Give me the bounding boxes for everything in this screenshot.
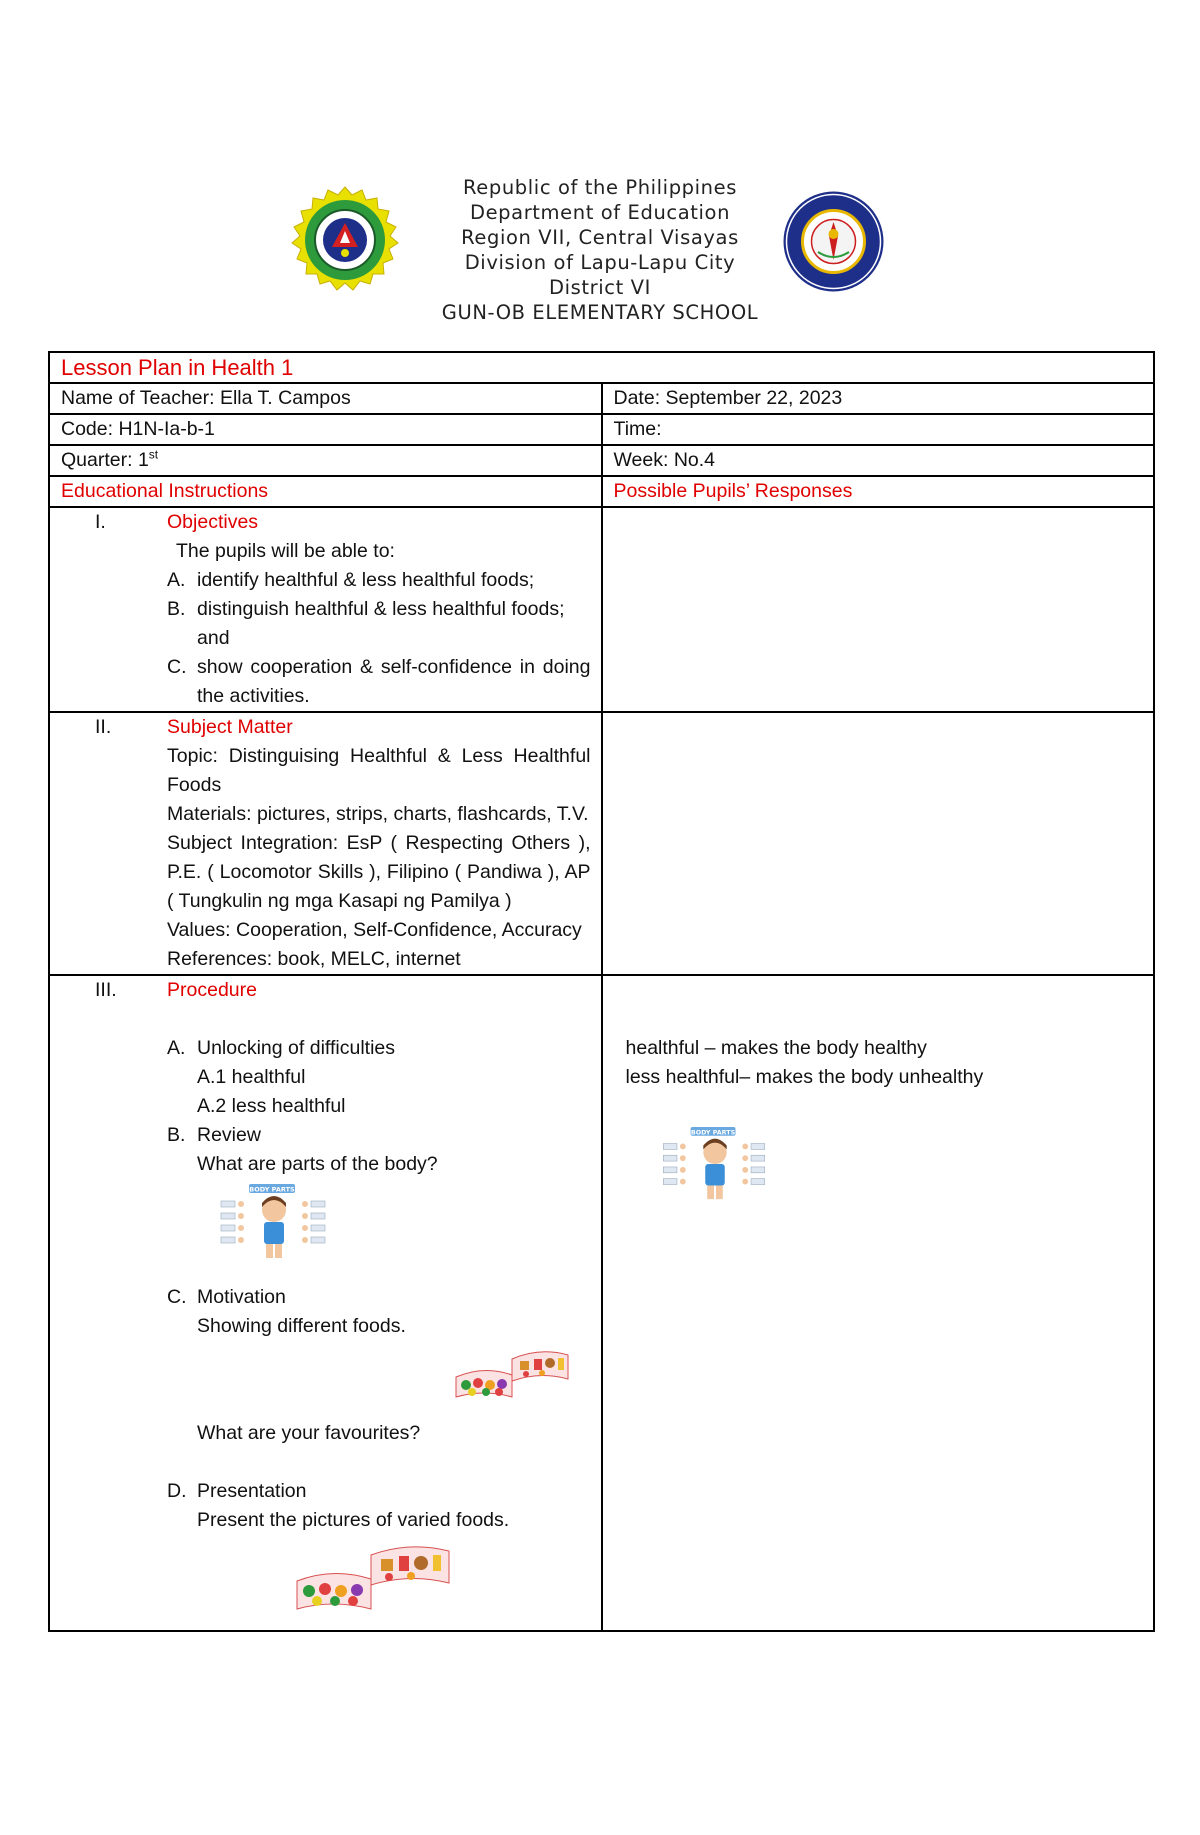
header-line: Region VII, Central Visayas: [461, 226, 739, 249]
item-text: Presentation: [197, 1480, 307, 1502]
quarter-text: Quarter: 1: [61, 449, 149, 471]
lesson-week: Week: No.4: [602, 445, 1155, 476]
section-numeral: I.: [95, 511, 106, 533]
objective-item: [61, 653, 591, 711]
foods-picture: [454, 1347, 570, 1399]
procedure-response-cell: [602, 975, 1155, 1631]
item-label: C.: [167, 1286, 187, 1308]
column-header-instructions: Educational Instructions: [49, 476, 602, 507]
item-text: Motivation: [197, 1286, 286, 1308]
procedure-cell: [49, 975, 602, 1631]
body-parts-label: BODY PARTS: [249, 1185, 295, 1194]
item-label: B.: [167, 598, 186, 620]
item-label: A.: [167, 1037, 186, 1059]
section-title-procedure: Procedure: [167, 979, 257, 1001]
response-less-healthful: less healthful– makes the body unhealthy: [625, 1066, 984, 1088]
header-line: Department of Education: [469, 201, 731, 224]
subject-values: Values: Cooperation, Self-Confidence, Accuracy: [167, 919, 582, 941]
item-text: distinguish healthful & less healthful foods; and: [197, 598, 565, 649]
lesson-plan-table: [48, 351, 1155, 1632]
procedure-step-d: [61, 1477, 591, 1506]
item-label: C.: [167, 656, 187, 678]
lesson-quarter: [49, 445, 602, 476]
procedure-d-detail: Present the pictures of varied foods.: [197, 1509, 510, 1531]
procedure-step-c: [61, 1283, 591, 1312]
teacher-name: Name of Teacher: Ella T. Campos: [49, 383, 602, 414]
objectives-response-cell: [602, 507, 1155, 712]
response-healthful: healthful – makes the body healthy: [625, 1037, 927, 1059]
lesson-plan-title: Lesson Plan in Health 1: [49, 352, 1154, 383]
lesson-code: Code: H1N-Ia-b-1: [49, 414, 602, 445]
header-line: Division of Lapu-Lapu City: [464, 251, 736, 274]
header-line: GUN-OB ELEMENTARY SCHOOL: [441, 301, 759, 324]
subject-integration: Subject Integration: EsP ( Respecting Others ), P.E. ( Locomotor Skills ), Filipino ( Pandiwa ), AP ( Tungkulin ng mga Kasapi ng Pamilya ): [167, 832, 591, 912]
body-parts-response-picture: [650, 1126, 780, 1204]
procedure-step-a: [61, 1034, 591, 1063]
procedure-step-b: [61, 1121, 591, 1150]
subject-materials: Materials: pictures, strips, charts, flashcards, T.V.: [167, 803, 589, 825]
procedure-a1: A.1 healthful: [197, 1066, 306, 1088]
procedure-a2: A.2 less healthful: [197, 1095, 346, 1117]
section-title-objectives: Objectives: [167, 511, 259, 533]
objective-item: [61, 566, 591, 595]
section-numeral: II.: [95, 716, 112, 738]
subject-references: References: book, MELC, internet: [167, 948, 461, 970]
header-line: Republic of the Philippines: [463, 176, 737, 199]
lesson-time: Time:: [602, 414, 1155, 445]
header-line: District VI: [549, 276, 651, 299]
lesson-date: Date: September 22, 2023: [602, 383, 1155, 414]
section-numeral: III.: [95, 979, 117, 1001]
item-text: Unlocking of difficulties: [197, 1037, 395, 1059]
objective-item: [61, 595, 591, 653]
quarter-suffix: st: [148, 447, 159, 462]
body-parts-label: BODY PARTS: [690, 1129, 735, 1137]
procedure-c-detail: Showing different foods.: [197, 1315, 406, 1337]
school-header: [0, 175, 1200, 325]
procedure-b-question: What are parts of the body?: [197, 1153, 438, 1175]
subject-matter-cell: [49, 712, 602, 975]
item-label: D.: [167, 1480, 187, 1502]
varied-foods-picture: [295, 1541, 451, 1611]
item-text: Review: [197, 1124, 261, 1146]
item-label: B.: [167, 1124, 186, 1146]
item-text: identify healthful & less healthful foods;: [197, 569, 535, 591]
subject-matter-response-cell: [602, 712, 1155, 975]
objectives-cell: [49, 507, 602, 712]
subject-topic: Topic: Distinguising Healthful & Less Healthful Foods: [167, 745, 591, 796]
column-header-responses: Possible Pupils’ Responses: [602, 476, 1155, 507]
section-title-subject-matter: Subject Matter: [167, 716, 293, 738]
objectives-intro: The pupils will be able to:: [176, 540, 395, 562]
item-label: A.: [167, 569, 186, 591]
body-parts-picture: [211, 1183, 337, 1263]
procedure-c-question: What are your favourites?: [197, 1422, 421, 1444]
item-text: show cooperation & self-confidence in doing the activities.: [197, 656, 591, 707]
